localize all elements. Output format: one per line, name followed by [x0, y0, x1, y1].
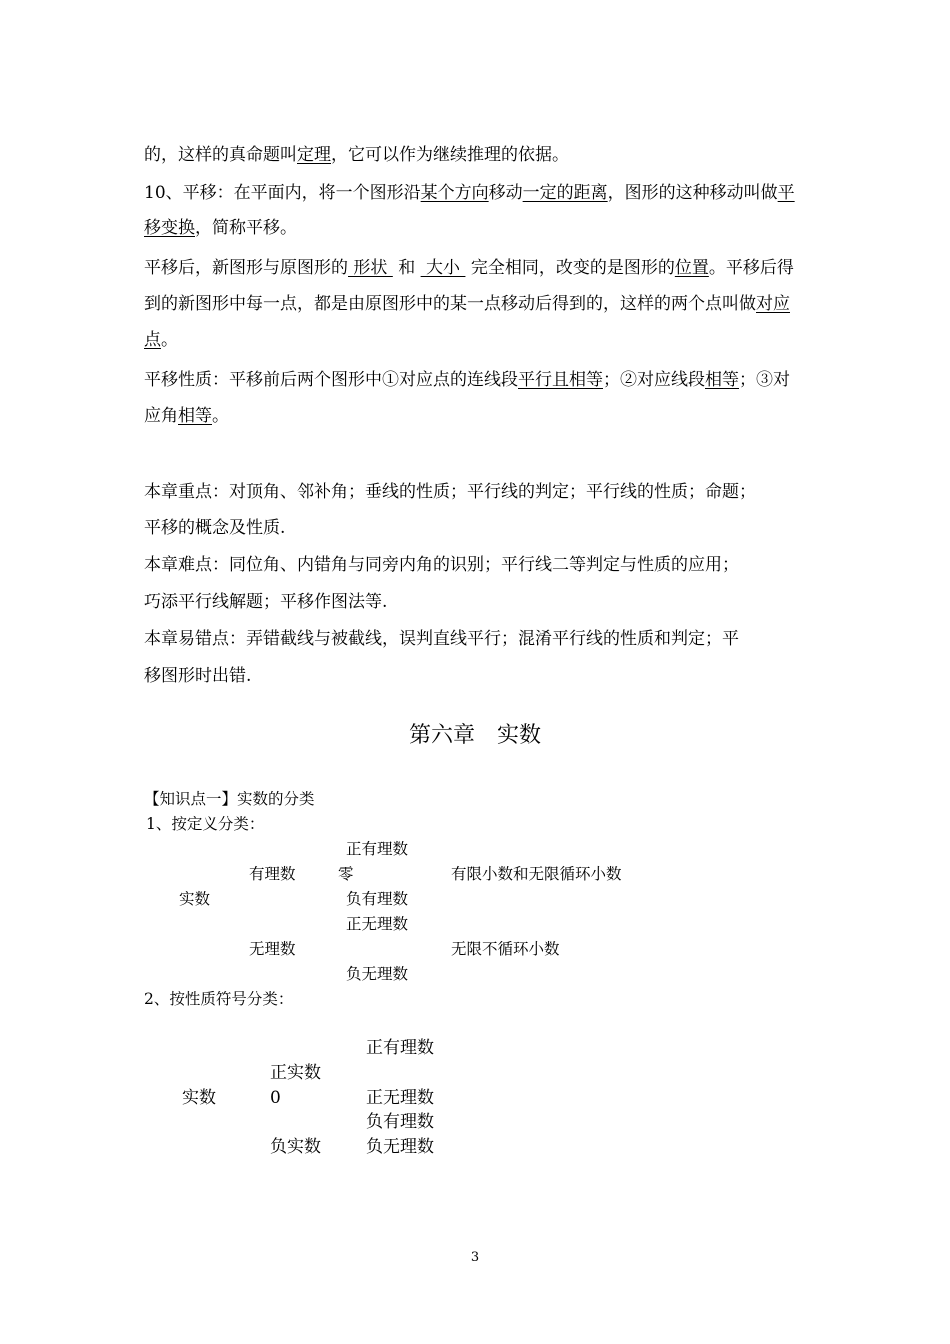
tree1-neg-irrational: 负无理数: [346, 965, 409, 983]
underlined-answer: 平行且相等: [518, 370, 603, 390]
chapter-key-points: 本章重点：对顶角、邻补角；垂线的性质；平行线的判定；平行线的性质；命题；: [144, 482, 756, 502]
tree1-irrational: 无理数: [249, 940, 296, 958]
tree2-zero: 0: [270, 1088, 281, 1108]
tree1-irrational-note: 无限不循环小数: [451, 940, 560, 958]
tree2-neg-rational: 负有理数: [366, 1112, 434, 1132]
tree1-pos-rational: 正有理数: [346, 840, 409, 858]
underlined-answer: 平: [777, 183, 795, 203]
text-line-6: 点。: [144, 330, 178, 350]
underlined-answer: 某个方向: [420, 183, 489, 203]
underlined-answer: 大小: [420, 258, 466, 278]
underlined-answer: 一定的距离: [522, 183, 608, 203]
text-line-5: 到的新图形中每一点，都是由原图形中的某一点移动后得到的，这样的两个点叫做对应: [144, 294, 790, 314]
underlined-answer: 对应: [756, 294, 790, 314]
tree1-root: 实数: [179, 890, 211, 908]
knowledge-point-heading: 【知识点一】实数的分类: [144, 790, 315, 808]
chapter-difficulties-cont: 巧添平行线解题；平移作图法等.: [144, 592, 388, 612]
tree1-rational-note: 有限小数和无限循环小数: [451, 865, 622, 883]
tree1-pos-irrational: 正无理数: [346, 915, 409, 933]
tree2-root: 实数: [182, 1088, 216, 1108]
chapter-difficulties: 本章难点：同位角、内错角与同旁内角的识别；平行线二等判定与性质的应用；: [144, 555, 739, 575]
tree2-positive: 正实数: [270, 1063, 321, 1083]
chapter-pitfalls: 本章易错点：弄错截线与被截线，误判直线平行；混淆平行线的性质和判定；平: [144, 629, 739, 649]
underlined-answer: 相等: [705, 370, 739, 390]
underlined-answer: 位置: [674, 258, 709, 278]
tree2-negative: 负实数: [270, 1137, 321, 1157]
underlined-answer: 移变换: [144, 218, 195, 238]
chapter-title: 第六章 实数: [408, 723, 541, 748]
chapter-key-points-cont: 平移的概念及性质.: [144, 518, 286, 538]
tree2-pos-irrational: 正无理数: [366, 1088, 434, 1108]
tree1-zero: 零: [338, 865, 354, 883]
text-line-4: 平移后，新图形与原图形的 形状 和 大小 完全相同，改变的是图形的位置。平移后得: [144, 258, 794, 278]
classification-by-definition: 1、按定义分类：: [146, 815, 265, 833]
tree1-neg-rational: 负有理数: [346, 890, 409, 908]
tree2-pos-rational: 正有理数: [366, 1038, 434, 1058]
underlined-answer: 相等: [178, 406, 212, 426]
text-line-8: 应角相等。: [144, 406, 229, 426]
underlined-answer: 形状: [348, 258, 393, 278]
text-line-1: 的，这样的真命题叫定理，它可以作为继续推理的依据。: [144, 145, 569, 165]
underlined-answer: 点: [144, 330, 161, 350]
text-line-2: 10、平移：在平面内，将一个图形沿某个方向移动一定的距离，图形的这种移动叫做平: [144, 183, 795, 203]
classification-by-sign: 2、按性质符号分类：: [144, 990, 294, 1008]
text-line-7: 平移性质：平移前后两个图形中①对应点的连线段平行且相等；②对应线段相等；③对: [144, 370, 790, 390]
page-number: 3: [470, 1250, 480, 1265]
chapter-pitfalls-cont: 移图形时出错.: [144, 666, 252, 686]
tree1-rational: 有理数: [249, 865, 296, 883]
tree2-neg-irrational: 负无理数: [366, 1137, 434, 1157]
text-line-3: 移变换，简称平移。: [144, 218, 297, 238]
underlined-answer: 定理: [297, 145, 331, 165]
